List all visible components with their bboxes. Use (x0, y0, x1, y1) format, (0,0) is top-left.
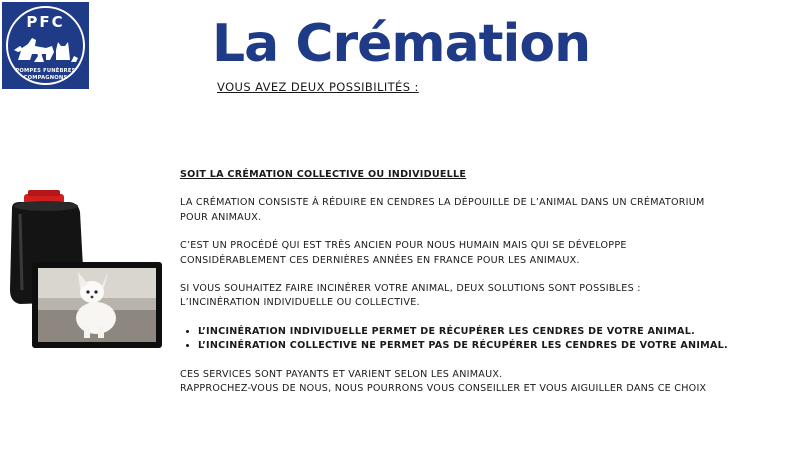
paragraph-history (180, 239, 790, 268)
page-title: La Crémation (212, 14, 591, 74)
cremation-content (180, 168, 790, 410)
paragraph-line: L’INCINÉRATION INDIVIDUELLE OU COLLECTIVE. (180, 297, 420, 309)
dog-photo-frame-icon (32, 262, 162, 348)
pets-silhouette-icon (12, 32, 79, 68)
paragraph-options (180, 282, 790, 311)
paragraph-line: LA CRÉMATION CONSISTE À RÉDUIRE EN CENDRES LA DÉPOUILLE DE L’ANIMAL DANS UN CRÉMATORIUM (180, 197, 705, 209)
urn-and-photo-illustration (6, 190, 166, 350)
paragraph-line: CES SERVICES SONT PAYANTS ET VARIENT SELON LES ANIMAUX. (180, 368, 503, 380)
page-subtitle: VOUS AVEZ DEUX POSSIBILITÉS : (217, 80, 419, 94)
options-list (180, 325, 790, 354)
paragraph-line: C’EST UN PROCÉDÉ QUI EST TRÈS ANCIEN POUR NOUS HUMAIN MAIS QUI SE DÉVELOPPE (180, 240, 627, 252)
logo-text-line1: POMPES FUNÈBRES (15, 68, 76, 74)
paragraph-line: POUR ANIMAUX. (180, 211, 262, 223)
paragraph-line: CONSIDÉRABLEMENT CES DERNIÈRES ANNÉES EN FRANCE POUR LES ANIMAUX. (180, 254, 580, 266)
logo-letters: PFC (26, 13, 65, 31)
section-heading: SOIT LA CRÉMATION COLLECTIVE OU INDIVIDUELLE (180, 169, 467, 180)
paragraph-definition (180, 196, 790, 225)
logo-text-line2: COMPAGNONS (23, 75, 68, 81)
paragraph-line: RAPPROCHEZ-VOUS DE NOUS, NOUS POURRONS VOUS CONSEILLER ET VOUS AIGUILLER DANS CE CHOIX (180, 383, 707, 395)
paragraph-closing (180, 368, 790, 397)
list-item: • L’INCINÉRATION COLLECTIVE NE PERMET PAS DE RÉCUPÉRER LES CENDRES DE VOTRE ANIMAL. (198, 339, 790, 353)
paragraph-line: SI VOUS SOUHAITEZ FAIRE INCINÉRER VOTRE ANIMAL, DEUX SOLUTIONS SONT POSSIBLES : (180, 283, 641, 295)
list-item: • L’INCINÉRATION INDIVIDUELLE PERMET DE RÉCUPÉRER LES CENDRES DE VOTRE ANIMAL. (198, 325, 790, 339)
pfc-logo (2, 2, 89, 89)
